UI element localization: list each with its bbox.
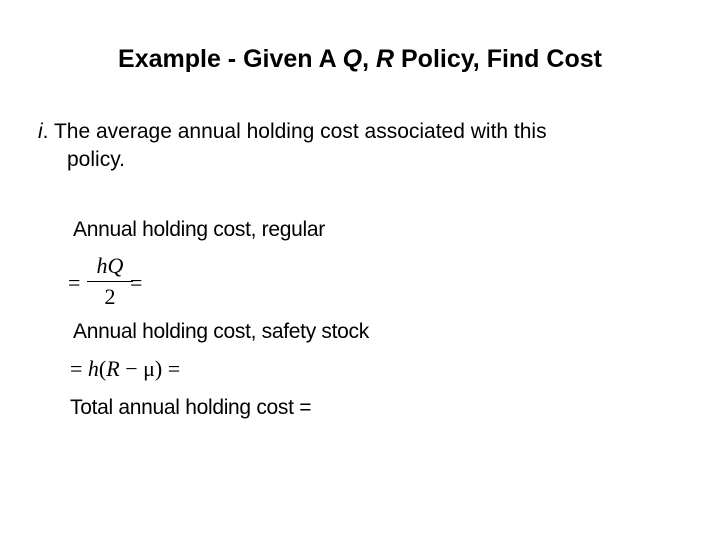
regular-fraction (87, 252, 133, 310)
regular-holding-label: Annual holding cost, regular (73, 218, 325, 241)
fraction-denominator: 2 (104, 284, 116, 309)
slide-title (0, 45, 720, 74)
total-holding-label: Total annual holding cost = (70, 396, 312, 419)
safety-eq: = (70, 356, 88, 381)
item-text-line2: policy. (67, 148, 125, 171)
numerator-h: h (96, 253, 108, 278)
regular-eq-right: = (130, 270, 143, 295)
item-line1-text: . The average annual holding cost associated with this (42, 120, 547, 143)
item-marker: i (38, 120, 43, 143)
title-r: R (376, 45, 395, 73)
safety-expression (70, 356, 180, 382)
safety-minus-mu: − μ (119, 356, 155, 381)
fraction-numerator (87, 252, 133, 280)
item-text-line1 (38, 118, 547, 146)
safety-holding-label: Annual holding cost, safety stock (73, 320, 369, 343)
title-comma: , (362, 45, 376, 73)
title-q: Q (342, 45, 363, 73)
title-prefix: Example - Given A (118, 45, 343, 73)
regular-eq-left: = (68, 270, 81, 295)
safety-close: ) = (154, 356, 181, 381)
safety-h: h (87, 356, 99, 381)
safety-r: R (106, 356, 120, 381)
safety-open: ( (98, 356, 107, 381)
title-suffix: Policy, Find Cost (394, 45, 602, 73)
numerator-q: Q (107, 253, 124, 278)
